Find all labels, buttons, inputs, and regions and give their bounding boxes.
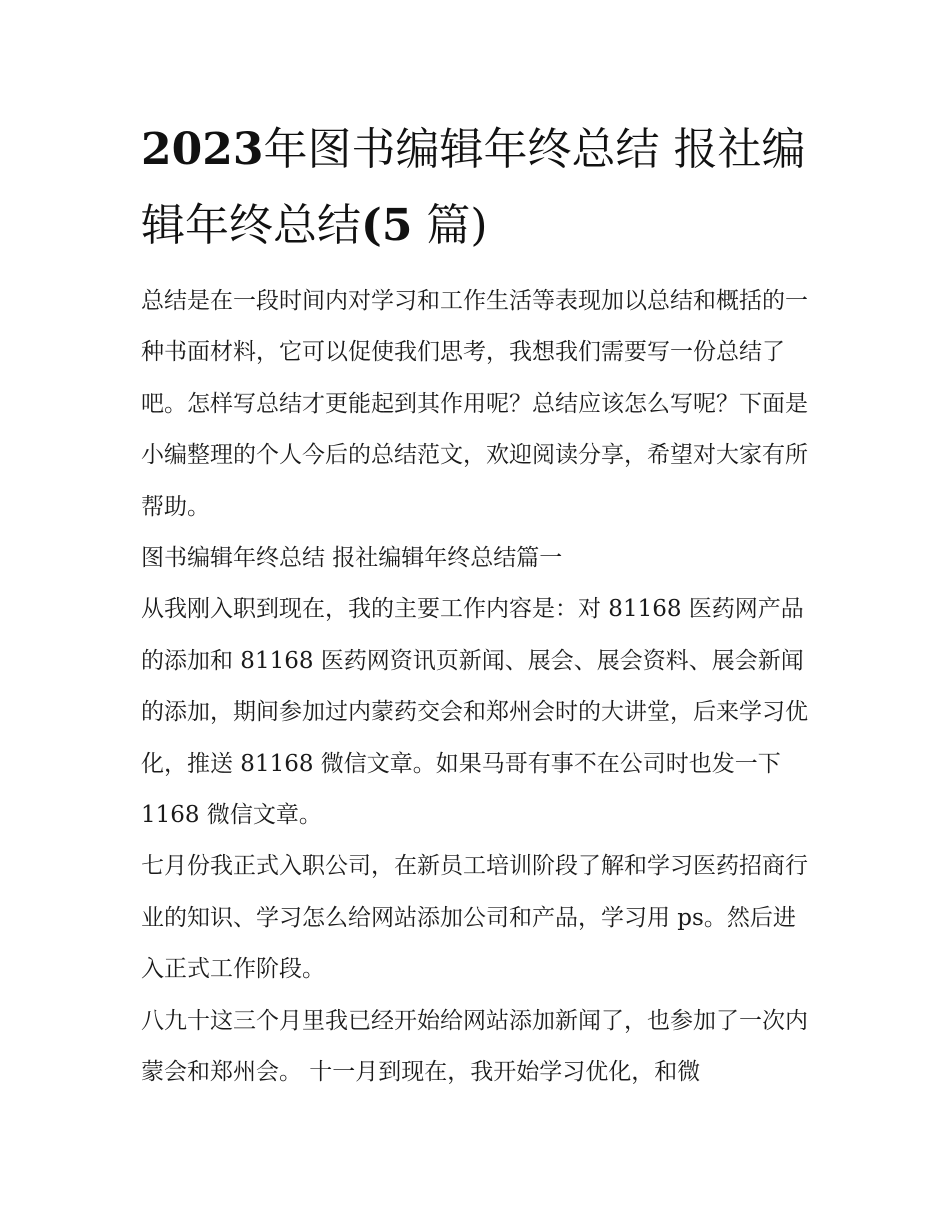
title-end: 篇) <box>412 200 488 251</box>
intro-paragraph: 总结是在一段时间内对学习和工作生活等表现加以总结和概括的一种书面材料，它可以促使我们思考，我想我们需要写一份总结了吧。怎样写总结才更能起到其作用呢？总结应该怎么写呢？下面是小编整理的个人今后的总结范文，欢迎阅读分享，希望对大家有所帮助。 <box>141 288 808 520</box>
title-text: 年图书编辑年终总结 报社编辑年终总结 <box>141 124 806 251</box>
body-paragraph: 从我刚入职到现在，我的主要工作内容是：对 81168 医药网产品的添加和 81168 医药网资讯页新闻、展会、展会资料、展会新闻的添加，期间参加过内蒙药交会和郑州会时的大讲堂，后来学习优化，推送 81168 微信文章。如果马哥有事不在公司时也发一下 1168 微信文章。 <box>141 596 808 829</box>
section-heading: 图书编辑年终总结 报社编辑年终总结篇一 <box>141 545 563 572</box>
title-count: (5 <box>361 200 413 251</box>
body-paragraph: 八九十这三个月里我已经开始给网站添加新闻了，也参加了一次内蒙会和郑州会。 十一月到现在，我开始学习优化，和微 <box>141 1007 808 1086</box>
title-year: 2023 <box>141 124 264 175</box>
body-paragraph: 七月份我正式入职公司，在新员工培训阶段了解和学习医药招商行业的知识、学习怎么给网站添加公司和产品，学习用 ps。然后进入正式工作阶段。 <box>141 853 808 983</box>
document-body <box>141 276 816 1099</box>
document-title <box>141 112 821 264</box>
